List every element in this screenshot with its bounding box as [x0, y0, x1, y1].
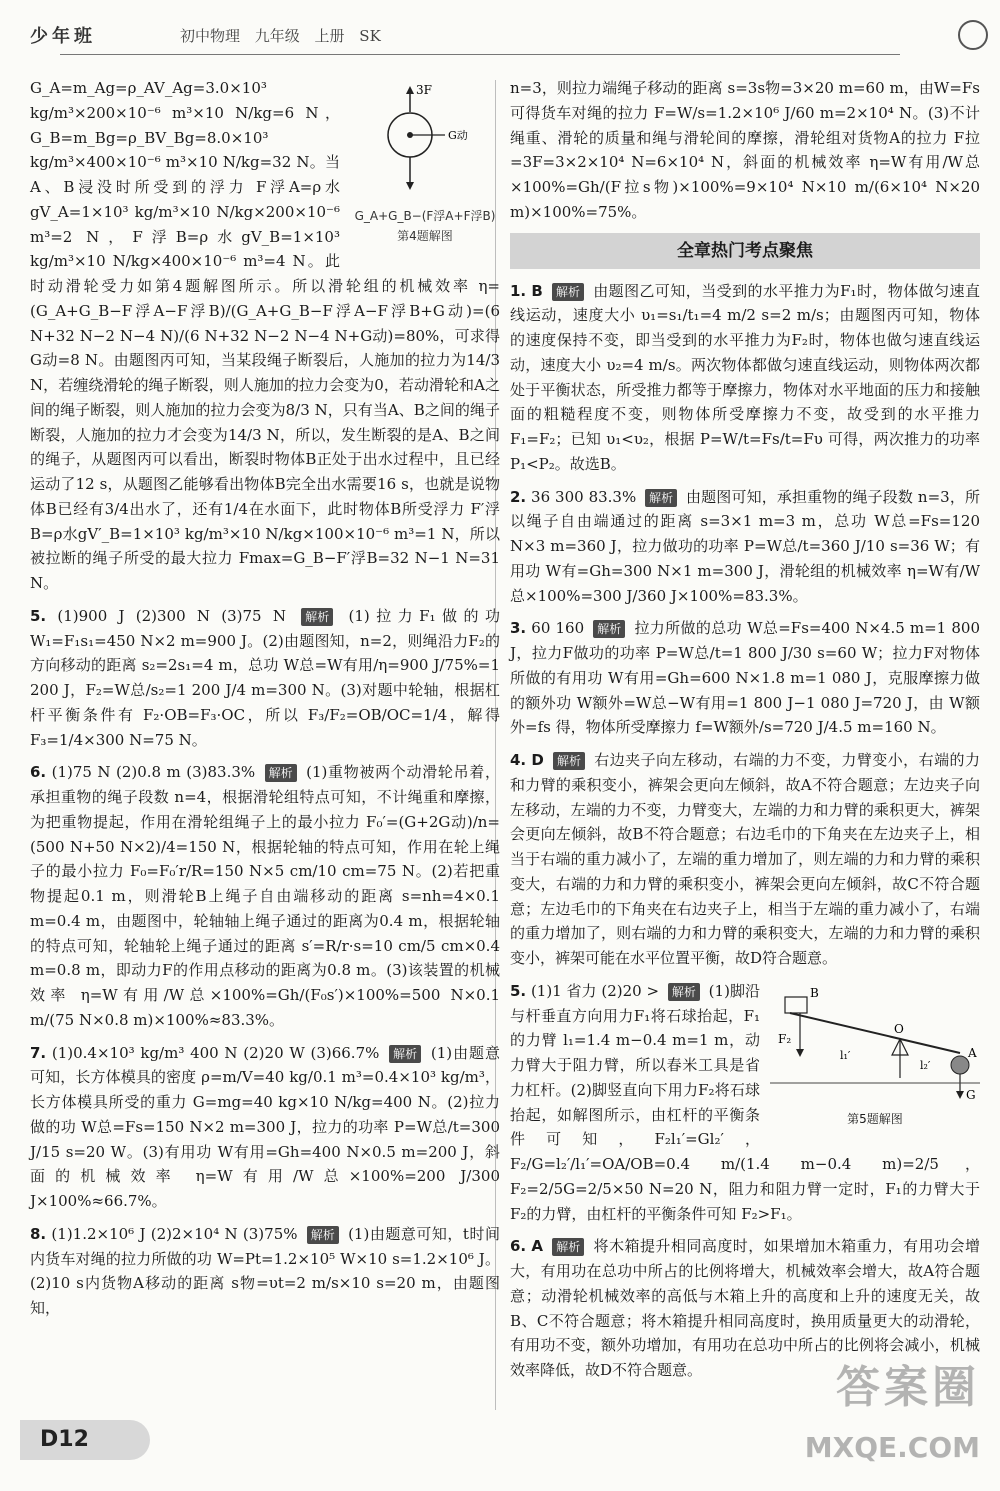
answer-key: (1)900 J (2)300 N (3)75 N: [57, 606, 286, 625]
answer-q6: [30, 760, 500, 1032]
figure-q4: [350, 80, 500, 246]
figure-caption: 第5题解图: [847, 1111, 903, 1126]
answer-4: [510, 748, 980, 971]
answer-key: D: [531, 751, 544, 770]
analysis-tag: 解析: [593, 620, 625, 638]
question-number: 8.: [30, 1224, 47, 1243]
analysis-tag: 解析: [301, 608, 333, 626]
section-title: 全章热门考点聚焦: [510, 233, 980, 269]
pulley-force-diagram: [350, 80, 500, 200]
answer-explanation: 由题图乙可知，当受到的水平推力为F₁时，物体做匀速直线运动，速度大小 υ₁=s₁/t₁=4 m/2 s=2 m/s；由题图丙可知，物体的速度保持不变，即当受到的水平推力为F₂时，物体也做匀速直线运动，速度大小 υ₂=4 m/s。两次物体都做匀速直线运动，则物体两次都处于平衡状态，所受推力都等于摩擦力，物体对水平地面的压力和接触面的粗糙程度不变，则物体所受摩擦力不变，故受到的水平推力 F₁=F₂；已知 υ₁<υ₂，根据 P=W/t=Fs/t=Fυ 可得，两次推力的功率 P₁<P₂。故选B。: [510, 281, 980, 473]
question-number: 2.: [510, 487, 527, 506]
brand-logo: 少年班: [30, 26, 96, 47]
answer-q7: [30, 1041, 500, 1214]
answer-explanation: (1)重物被两个动滑轮吊着，承担重物的绳子段数 n=4，根据滑轮组特点可知，不计绳重和摩擦，为把重物提起，作用在滑轮组绳子上的最小拉力 F₀′=(G+2G动)/n=(500 N+50 N×2)/4=150 N，根据轮轴的特点可知，作用在轮上绳子的最小拉力 F₀=F₀′r/R=150 N×5 cm/10 cm=75 N。(2)若把重物提起0.1 m，则滑轮B上绳子自由端移动的距离 s=nh=4×0.1 m=0.4 m，由题图中，轮轴轴上绳子通过的距离为0.4 m，根据轮轴的特点可知，轮轴轮上绳子通过的距离 s′=R/r·s=10 cm/5 cm×0.4 m=0.8 m，即动力F的作用点移动的距离为0.8 m。(3)该装置的机械效率 η=W有用/W总×100%=Gh/(F₀s′)×100%=500 N×0.1 m/(75 N×0.8 m)×100%≈83.3%。: [30, 763, 500, 1029]
watermark-brand: 答案圈: [836, 1362, 980, 1414]
figure-caption: 第4题解图: [397, 228, 453, 243]
point-label-a: A: [968, 1045, 977, 1060]
analysis-tag: 解析: [307, 1226, 339, 1244]
question-number: 7.: [30, 1043, 47, 1062]
book-meta: 初中物理 九年级 上册 SK: [180, 27, 381, 45]
answer-q8: [30, 1222, 500, 1321]
mascot-icon: [958, 20, 988, 50]
answer-explanation: (1)由题意可知，长方体模具的密度 ρ=m/V=40 kg/0.1 m³=0.4×10³ kg/m³，长方体模具所受的重力 G=mg=40 kg×10 N/kg=400 N。(2)拉力做的功 W总=Fs=150 N×2 m=300 J，拉力的功率 P=W总/t=300 J/15 s=20 W。(3)有用功 W有用=Gh=400 N×0.5 m=200 J，斜面的机械效率 η=W有用/W总×100%=200 J/300 J×100%≈66.7%。: [30, 1043, 500, 1210]
answer-2: [510, 485, 980, 609]
left-column: [30, 76, 500, 1329]
answer-3: [510, 616, 980, 740]
answer-explanation: 将木箱提升相同高度时，如果增加木箱重力，有用功会增大，有用功在总功中所占的比例将增大，机械效率会增大，故A符合题意；动滑轮机械效率的高低与木箱上升的高度和上升的速度无关，故B、C不符合题意；将木箱提升相同高度时，换用质量更大的动滑轮，有用功不变，额外功增加，有用功在总功中所占的比例将会减小，机械效率降低，故D不符合题意。: [510, 1237, 980, 1380]
question-number: 6.: [30, 763, 47, 782]
answer-explanation: 右边夹子向左移动，右端的力不变，力臂变小，右端的力和力臂的乘积变小，裤架会更向左倾斜，故A不符合题意；左边夹子向左移动，左端的力不变，力臂变大，左端的力和力臂的乘积更大，裤架会更向左倾斜，故B不符合题意；右边毛巾的下角夹在左边夹子上，相当于右端的重力减小了，左端的重力增加了，则左端的力和力臂的乘积变大，右端的力和力臂的乘积变小，裤架会更向左倾斜，故C不符合题意；左边毛巾的下角夹在右边夹子上，相当于左端的重力减小了，右端的重力增加了，则右端的力和力臂的乘积变大，左端的力和力臂的乘积变小，裤架可能在水平位置平衡，故D符合题意。: [510, 751, 980, 968]
answer-key: A: [531, 1237, 543, 1256]
page-header: [30, 22, 970, 82]
answer-explanation: (1)脚沿与杆垂直方向用力F₁将石球抬起，F₁的力臂 l₁=1.4 m−0.4 m=1 m，动力臂大于阻力臂，所以春米工具是省力杠杆。(2)脚竖直向下用力F₂将石球抬起，如解图所示，由杠杆的平衡条件可知，F₂l₁′=Gl₂′，F₂/G=l₂′/l₁′=OA/OB=0.4 m/(1.4 m−0.4 m)=2/5，F₂=2/5G=2/5×50 N=20 N，阻力和阻力臂一定时，F₁的力臂大于F₂的力臂，由杠杆的平衡条件可知 F₂>F₁。: [510, 981, 980, 1223]
q8-continuation: n=3，则拉力端绳子移动的距离 s=3s物=3×20 m=60 m，由W=Fs可得货车对绳的拉力 F=W/s=1.2×10⁶ J/60 m=2×10⁴ N。(3)不计绳重、滑轮的质量和绳与滑轮间的摩擦，滑轮组对货物A的拉力 F拉=3F=3×2×10⁴ N=6×10⁴ N，斜面的机械效率 η=W有用/W总×100%=Gh/(F拉s物)×100%=9×10⁴ N×10 m/(6×10⁴ N×20 m)×100%=75%。: [510, 79, 980, 221]
header-divider: [60, 54, 900, 55]
point-label-o: O: [894, 1021, 904, 1036]
analysis-tag: 解析: [645, 489, 677, 507]
force-label-side: G动: [448, 129, 468, 142]
question-number: 6.: [510, 1237, 527, 1256]
force-label-bottom: G_A+G_B−(F浮A+F浮B): [354, 208, 496, 223]
watermark-url: MXQE.COM: [804, 1430, 980, 1464]
question-number: 5.: [30, 606, 47, 625]
analysis-tag: 解析: [265, 764, 297, 782]
q4-continuation: G_A=m_Ag=ρ_AV_Ag=3.0×10³ kg/m³×200×10⁻⁶ m³×10 N/kg=6 N，G_B=m_Bg=ρ_BV_Bg=8.0×10³ kg/m³×400×10⁻⁶ m³×10 N/kg=32 N。当A、B浸没时所受到的浮力 F浮A=ρ水gV_A=1×10³ kg/m³×10 N/kg×200×10⁻⁶ m³=2 N，F浮B=ρ水gV_B=1×10³ kg/m³×10 N/kg×400×10⁻⁶ m³=4 N。此时动滑轮受力如第4题解图所示。所以滑轮组的机械效率 η=(G_A+G_B−F浮A−F浮B)/(G_A+G_B−F浮A−F浮B+G动)=(6 N+32 N−2 N−4 N)/(6 N+32 N−2 N−4 N+G动)=80%，可求得 G动=8 N。由题图丙可知，当某段绳子断裂后，人施加的拉力为14/3 N，若缠绕滑轮的绳子断裂，则人施加的拉力会变为0，若动滑轮和A之间的绳子断裂，则人施加的拉力会变为8/3 N，只有当A、B之间的绳子断裂，人施加的拉力才会变为14/3 N，所以，发生断裂的是A、B之间的绳子，从题图丙可以看出，断裂时物体B正处于出水过程中，且已经运动了12 s，从题图乙能够看出物体B完全出水需要16 s，也就是说物体B已经有3/4出水了，还有1/4在水面下，此时物体B所受浮力 F′浮B=ρ水gV′_B=1×10³ kg/m³×10 N/kg×100×10⁻⁶ m³=1 N，所以被拉断的绳子所受的最大拉力 Fmax=G_B−F′浮B=32 N−1 N=31 N。: [30, 79, 500, 592]
question-number: 1.: [510, 281, 527, 300]
answer-key: (1)0.4×10³ kg/m³ 400 N (2)20 W (3)66.7%: [51, 1043, 380, 1062]
analysis-tag: 解析: [552, 1238, 584, 1256]
page-number: D12: [40, 1427, 89, 1452]
point-label-b: B: [810, 985, 819, 1000]
answer-explanation: 由题图可知，承担重物的绳子段数 n=3，所以绳子自由端通过的距离 s=3×1 m=3 m，总功 W总=Fs=120 N×3 m=360 J，拉力做功的功率 P=W总/t=360 J/10 s=36 W；有用功 W有=Gh=300 N×1 m=300 J，滑轮组的机械效率 η=W有/W总×100%=300 J/360 J×100%=83.3%。: [510, 487, 980, 605]
analysis-tag: 解析: [553, 752, 585, 770]
answer-explanation: (1)由题意可知，t时间内货车对绳的拉力所做的功 W=Pt=1.2×10⁵ W×10 s=1.2×10⁶ J。(2)10 s内货物A移动的距离 s物=υt=2 m/s×10 s=20 m，由题图知，: [30, 1224, 500, 1317]
answer-key: (1)1 省力 (2)20 >: [530, 981, 660, 1000]
force-label-f2: F₂: [778, 1031, 792, 1046]
answer-key: B: [531, 281, 543, 300]
analysis-tag: 解析: [552, 283, 584, 301]
question-number: 5.: [510, 981, 527, 1000]
question-number: 4.: [510, 751, 527, 770]
answer-explanation: 拉力所做的总功 W总=Fs=400 N×4.5 m=1 800 J，拉力F做功的功率 P=W总/t=1 800 J/30 s=60 W；拉力F对物体所做的有用功 W有用=Gh=600 N×1.8 m=1 080 J，克服摩擦力做的额外功 W额外=W总−W有用=1 800 J−1 080 J=720 J，由 W额外=fs 得，物体所受摩擦力 f=W额外/s=720 J/4.5 m=160 N。: [510, 619, 980, 737]
answer-q5: [30, 604, 500, 753]
watermark: [805, 1352, 980, 1471]
answer-key: 36 300 83.3%: [531, 487, 637, 506]
arm-label-l1: l₁′: [840, 1048, 851, 1062]
analysis-tag: 解析: [389, 1045, 421, 1063]
answer-key: 60 160: [531, 619, 585, 638]
analysis-tag: 解析: [668, 983, 700, 1001]
force-label-top: 3F: [416, 83, 432, 97]
arm-label-l2: l₂′: [920, 1058, 931, 1072]
question-number: 3.: [510, 619, 527, 638]
answer-key: (1)1.2×10⁶ J (2)2×10⁴ N (3)75%: [51, 1224, 298, 1243]
answer-explanation: (1)拉力F₁做的功 W₁=F₁s₁=450 N×2 m=900 J。(2)由题图知，n=2，则绳沿力F₂的方向移动的距离 s₂=2s₁=4 m，总功 W总=W有用/η=900 J/75%=1 200 J，F₂=W总/s₂=1 200 J/4 m=300 N。(3)对题中轮轴，根据杠杆平衡条件有 F₂·OB=F₃·OC，所以 F₃/F₂=OB/OC=1/4，解得 F₃=1/4×300 N=75 N。: [30, 606, 500, 749]
right-column: [510, 76, 980, 1391]
answer-1: [510, 279, 980, 477]
force-label-g: G: [966, 1087, 976, 1102]
answer-key: (1)75 N (2)0.8 m (3)83.3%: [51, 763, 256, 782]
lever-diagram: [770, 983, 980, 1103]
figure-q5: [770, 983, 980, 1130]
